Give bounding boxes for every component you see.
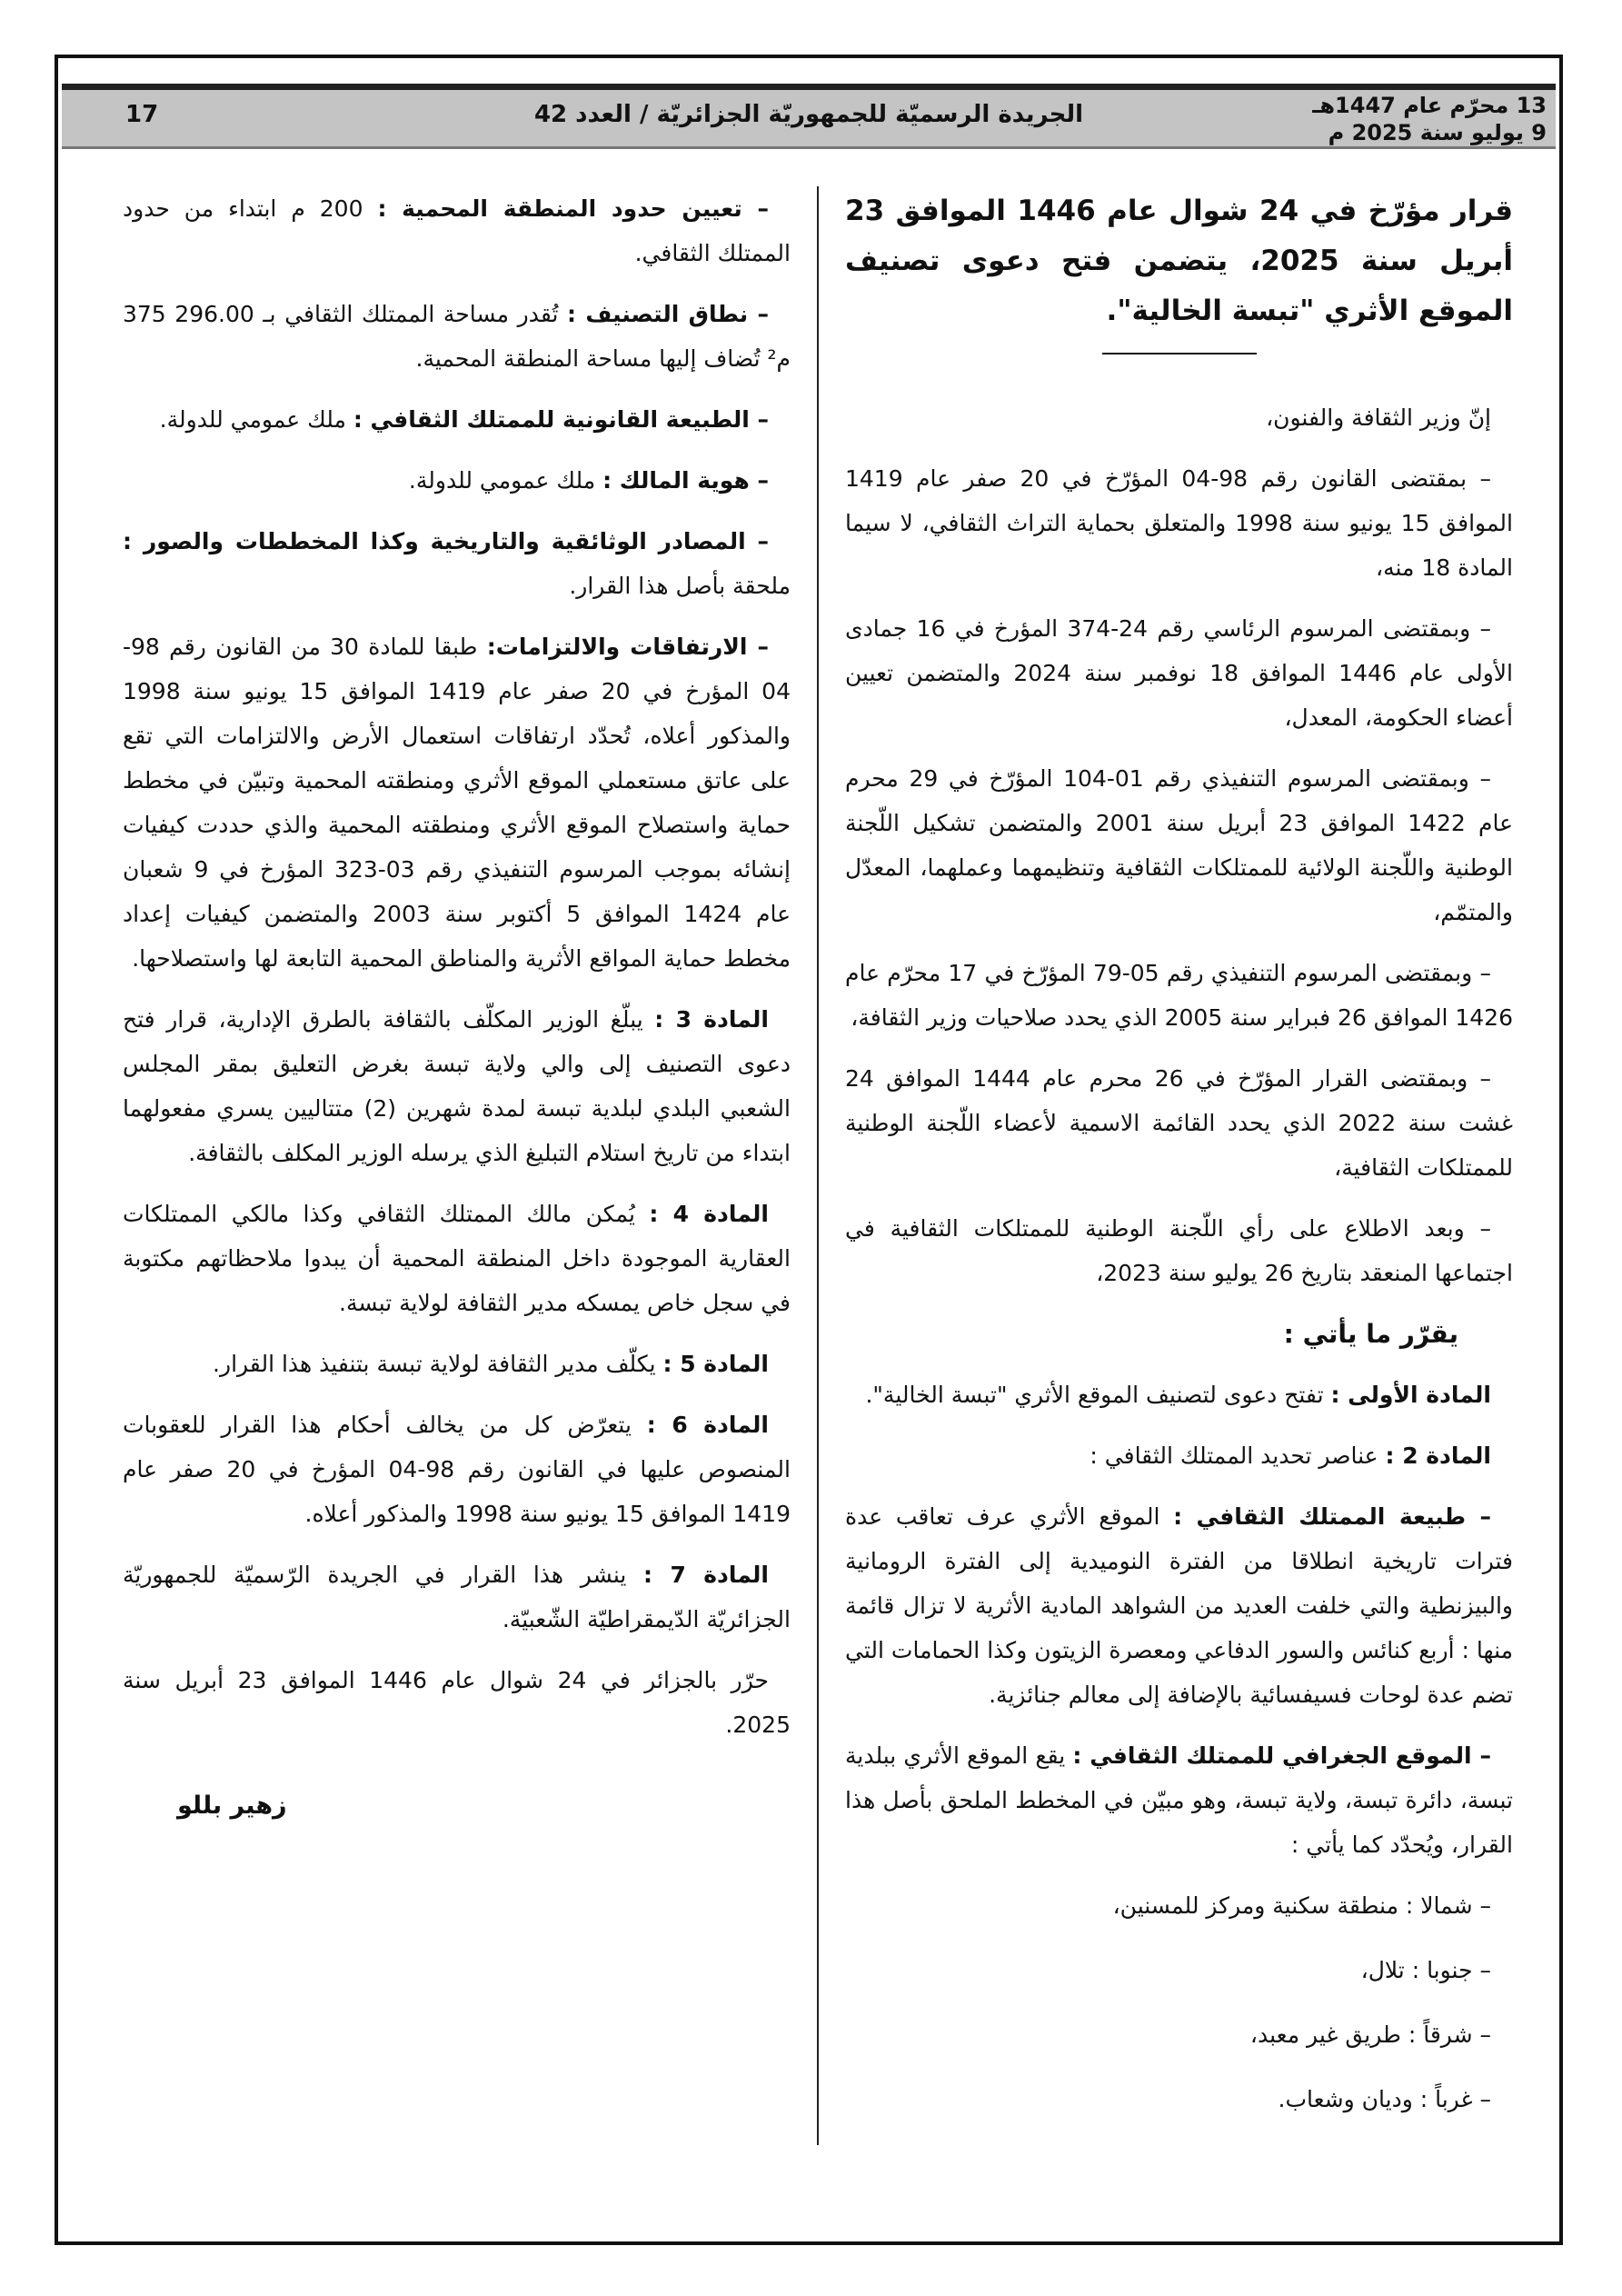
article-text: عناصر تحديد الممتلك الثقافي : — [1090, 1442, 1386, 1469]
item-label: – نطاق التصنيف : — [567, 301, 769, 327]
page-header — [62, 84, 1556, 149]
article-text: يكلّف مدير الثقافة لولاية تبسة بتنفيذ هذا القرار. — [213, 1351, 663, 1377]
article-text: يُمكن مالك الممتلك الثقافي وكذا مالكي الممتلكات العقارية الموجودة داخل المنطقة المحمية أن يبدوا ملاحظاتهم مكتوبة في سجل خاص يمسكه مدير الثقافة لولاية تبسة. — [123, 1201, 791, 1316]
item-label: – الطبيعة القانونية للممتلك الثقافي : — [353, 406, 769, 433]
decides-heading: يقرّر ما يأتي : — [1283, 1319, 1458, 1349]
boundary-north: – شمالا : منطقة سكنية ومركز للمسنين، — [1112, 1892, 1491, 1919]
recital: – وبعد الاطلاع على رأي اللّجنة الوطنية للممتلكات الثقافية في اجتماعها المنعقد بتاريخ 26 يوليو سنة 2023، — [845, 1215, 1513, 1286]
intro: إنّ وزير الثقافة والفنون، — [1266, 404, 1491, 431]
article-label: المادة 7 : — [643, 1562, 769, 1588]
item-label: – الارتفاقات والالتزامات: — [486, 634, 769, 660]
item-text: 200 م ابتداء من حدود الممتلك الثقافي. — [123, 195, 791, 266]
item-text: تُقدر مساحة الممتلك الثقافي بـ 296.00 375 م² تُضاف إليها مساحة المنطقة المحمية. — [123, 301, 791, 372]
item-label: – هوية المالك : — [602, 467, 769, 494]
article-label: المادة 3 : — [654, 1006, 769, 1033]
article-2 — [845, 1433, 1513, 1478]
left-column — [123, 186, 791, 1828]
right-column — [845, 186, 1513, 2141]
item-label: – المصادر الوثائقية والتاريخية وكذا المخططات والصور : — [123, 528, 769, 554]
nature-item — [845, 1494, 1513, 1717]
recital: – وبمقتضى المرسوم التنفيذي رقم 05-79 المؤرّخ في 17 محرّم عام 1426 الموافق 26 فبراير سنة 2005 الذي يحدد صلاحيات وزير الثقافة، — [845, 960, 1513, 1031]
item-text: ملك عمومي للدولة. — [408, 467, 603, 494]
item — [123, 292, 791, 381]
boundary-south: – جنوبا : تلال، — [1360, 1957, 1491, 1983]
column-divider — [817, 186, 819, 2145]
decree-title: قرار مؤرّخ في 24 شوال عام 1446 الموافق 23 أبريل سنة 2025، يتضمن فتح دعوى تصنيف الموقع الأثري "تبسة الخالية". — [845, 195, 1514, 327]
recital: – وبمقتضى القرار المؤرّخ في 26 محرم عام 1444 الموافق 24 غشت سنة 2022 الذي يحدد القائمة الاسمية لأعضاء اللّجنة الوطنية للممتلكات الثقافية، — [845, 1065, 1513, 1181]
signature: زهير بللو — [177, 1792, 287, 1820]
recital: – بمقتضى القانون رقم 98-04 المؤرّخ في 20 صفر عام 1419 الموافق 15 يونيو سنة 1998 والمتعلق بحماية التراث الثقافي، لا سيما المادة 18 منه، — [845, 465, 1513, 581]
article-label: المادة 2 : — [1385, 1442, 1491, 1469]
article-7 — [123, 1552, 791, 1642]
item-label: – الموقع الجغرافي للممتلك الثقافي : — [1072, 1742, 1492, 1769]
article-text: ينشر هذا القرار في الجريدة الرّسميّة للجمهوريّة الجزائريّة الدّيمقراطيّة الشّعبيّة. — [123, 1562, 791, 1632]
item — [123, 458, 791, 503]
article-text: يبلّغ الوزير المكلّف بالثقافة بالطرق الإدارية، قرار فتح دعوى التصنيف إلى والي ولاية تبسة بغرض التعليق بمقر المجلس الشعبي البلدي لبلدية تبسة لمدة شهرين (2) متتاليين يسري مفعولهما ابتداء من تاريخ استلام التبليغ الذي يرسله الوزير المكلف بالثقافة. — [123, 1006, 791, 1166]
item — [123, 397, 791, 442]
boundaries-list — [845, 1883, 1513, 2121]
item — [123, 186, 791, 275]
journal-title: الجريدة الرسميّة للجمهوريّة الجزائريّة / العدد 42 — [533, 101, 1084, 128]
article-text: تفتح دعوى لتصنيف الموقع الأثري "تبسة الخالية". — [865, 1382, 1331, 1408]
article-label: المادة الأولى : — [1330, 1382, 1491, 1408]
item-label: – طبيعة الممتلك الثقافي : — [1173, 1503, 1491, 1530]
recital: – وبمقتضى المرسوم الرئاسي رقم 24-374 المؤرخ في 16 جمادى الأولى عام 1446 الموافق 18 نوفمبر سنة 2024 والمتضمن تعيين أعضاء الحكومة، المعدل، — [845, 615, 1513, 731]
item-text: طبقا للمادة 30 من القانون رقم 98-04 المؤرخ في 20 صفر عام 1419 الموافق 15 يونيو سنة 1998 والمذكور أعلاه، تُحدّد ارتفاقات استعمال الأرض والالتزامات التي تقع على عاتق مستعملي الموقع الأثري ومنطقته المحمية وتبيّن في مخطط حماية واستصلاح الموقع الأثري ومنطقته المحمية والذي حددت كيفيات إنشائه بموجب المرسوم التنفيذي رقم 03-323 المؤرخ في 9 شعبان عام 1424 الموافق 5 أكتوبر سنة 2003 والمتضمن كيفيات إعداد مخطط حماية المواقع الأثرية والمناطق المحمية التابعة لها واستصلاحها. — [123, 634, 791, 972]
item-text: ملحقة بأصل هذا القرار. — [569, 573, 791, 599]
item — [123, 519, 791, 608]
title-rule — [1102, 353, 1257, 354]
article-6 — [123, 1403, 791, 1536]
hijri-date: 13 محرّم عام 1447هـ — [1312, 93, 1547, 118]
article-label: المادة 4 : — [649, 1201, 769, 1227]
closing: حرّر بالجزائر في 24 شوال عام 1446 الموافق 23 أبريل سنة 2025. — [123, 1667, 791, 1738]
recital: – وبمقتضى المرسوم التنفيذي رقم 01-104 المؤرّخ في 29 محرم عام 1422 الموافق 23 أبريل سنة 2001 والمتضمن تشكيل اللّجنة الوطنية واللّجنة الولائية للممتلكات الثقافية وتنظيمهما وعملهما، المعدّل والمتمّم، — [845, 765, 1514, 925]
article-4 — [123, 1192, 791, 1325]
boundary-west: – غرباً : وديان وشعاب. — [1278, 2086, 1491, 2112]
article-3 — [123, 997, 791, 1175]
page-number: 17 — [125, 101, 159, 128]
boundary-east: – شرقاً : طريق غير معبد، — [1249, 2021, 1491, 2048]
item-label: – تعيين حدود المنطقة المحمية : — [377, 195, 769, 222]
article-5 — [123, 1342, 791, 1386]
article-text: يتعرّض كل من يخالف أحكام هذا القرار للعقوبات المنصوص عليها في القانون رقم 98-04 المؤرخ في 20 صفر عام 1419 الموافق 15 يونيو سنة 1998 والمذكور أعلاه. — [123, 1412, 791, 1527]
article-1 — [845, 1373, 1513, 1417]
gregorian-date: 9 يوليو سنة 2025 م — [1328, 120, 1547, 145]
article-label: المادة 5 : — [662, 1351, 769, 1377]
location-item — [845, 1733, 1513, 1867]
article-label: المادة 6 : — [646, 1412, 769, 1438]
item — [123, 624, 791, 981]
item-text: يقع الموقع الأثري ببلدية تبسة، دائرة تبسة، ولاية تبسة، وهو مبيّن في المخطط الملحق بأصل هذا القرار، ويُحدّد كما يأتي : — [845, 1742, 1513, 1858]
item-text: الموقع الأثري عرف تعاقب عدة فترات تاريخية انطلاقا من الفترة النوميدية إلى الفترة الرومانية والبيزنطية والتي خلفت العديد من الشواهد المادية الأثرية لا تزال قائمة منها : أربع كنائس والسور الدفاعي ومعصرة الزيتون وكذا الحمامات التي تضم عدة لوحات فسيفسائية بالإضافة إلى معالم جنائزية. — [845, 1503, 1513, 1708]
item-text: ملك عمومي للدولة. — [159, 406, 353, 433]
